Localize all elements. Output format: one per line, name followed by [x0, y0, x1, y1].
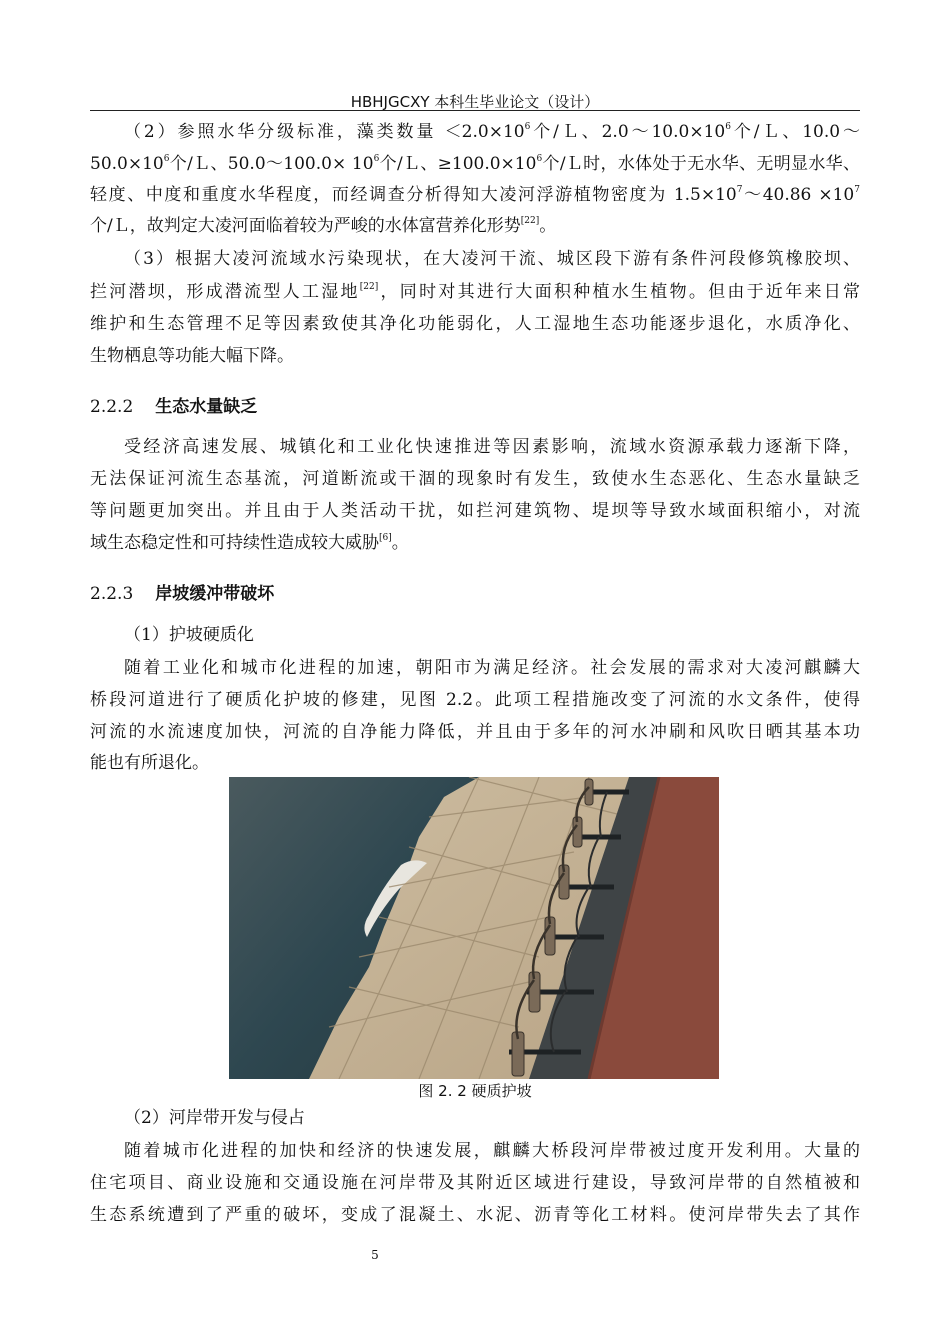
para3-line4: 域生态稳定性和可持续性造成较大威胁[6]。	[90, 533, 409, 553]
para5-line3: 生态系统遭到了严重的破坏，变成了混凝土、水泥、沥青等化工材料。使河岸带失去了其作	[90, 1205, 860, 1225]
para3-line2: 无法保证河流生态基流，河道断流或干涸的现象时有发生，致使水生态恶化、生态水量缺乏	[90, 469, 860, 489]
para5-line2: 住宅项目、商业设施和交通设施在河岸带及其附近区域进行建设，导致河岸带的自然植被和	[90, 1173, 860, 1193]
page-header: HBHJGCXY 本科生毕业论文（设计）	[350, 93, 600, 111]
para2-line1: （3）根据大凌河流域水污染现状，在大凌河干流、城区段下游有条件河段修筑橡胶坝、	[124, 249, 860, 269]
para4-line2: 桥段河道进行了硬质化护坡的修建，见图 2.2。此项工程措施改变了河流的水文条件，使得	[90, 690, 860, 710]
section-heading-2-2-3: 2.2.3 岸坡缓冲带破坏	[90, 584, 275, 604]
header-rule	[90, 110, 860, 111]
figure-hard-slope-photo	[229, 777, 719, 1079]
para3-line3: 等问题更加突出。并且由于人类活动干扰，如拦河建筑物、堤坝等导致水域面积缩小，对流	[90, 501, 860, 521]
para5-line1: 随着城市化进程的加快和经济的快速发展，麒麟大桥段河岸带被过度开发利用。大量的	[124, 1141, 860, 1161]
para4-line3: 河流的水流速度加快，河流的自净能力降低，并且由于多年的河水冲刷和风吹日晒其基本功	[90, 722, 860, 742]
figure-caption: 图 2. 2 硬质护坡	[418, 1082, 532, 1100]
para1-line1: （2）参照水华分级标准，藻类数量 $<2.0\times 10^6$个/Ｌ、$2.0\sim 10.0\times 10^6$个/Ｌ、10.0～	[124, 122, 860, 142]
para4-line4: 能也有所退化。	[90, 753, 209, 773]
section-heading-2-2-2: 2.2.2 生态水量缺乏	[90, 397, 258, 417]
para2-line4: 生物栖息等功能大幅下降。	[90, 346, 294, 366]
para4-line1: 随着工业化和城市化进程的加速，朝阳市为满足经济。社会发展的需求对大凌河麒麟大	[124, 658, 860, 678]
page-number: 5	[371, 1248, 379, 1262]
subheading-1: （1）护坡硬质化	[124, 625, 254, 645]
subheading-2: （2）河岸带开发与侵占	[124, 1108, 305, 1128]
para2-line3: 维护和生态管理不足等因素致使其净化功能弱化，人工湿地生态功能逐步退化，水质净化、	[90, 314, 860, 334]
para3-line1: 受经济高速发展、城镇化和工业化快速推进等因素影响，流域水资源承载力逐渐下降，	[124, 437, 860, 457]
para2-line2: 拦河潜坝，形成潜流型人工湿地[22]，同时对其进行大面积种植水生植物。但由于近年来日常	[90, 282, 861, 302]
para1-line3: 轻度、中度和重度水华程度，而经调查分析得知大凌河浮游植物密度为 $1.5\times 10^7\sim 40.86 \times 10^7$	[90, 185, 860, 205]
para1-line4: 个/Ｌ，故判定大凌河面临着较为严峻的水体富营养化形势[22]。	[90, 216, 557, 236]
para1-line2: $50.0\times 10^6$个/Ｌ、50.0～100.0× $10^6$个/Ｌ、$\ge 100.0\times 10^6$个/Ｌ时，水体处于无水华、无明显水华、	[90, 154, 861, 174]
